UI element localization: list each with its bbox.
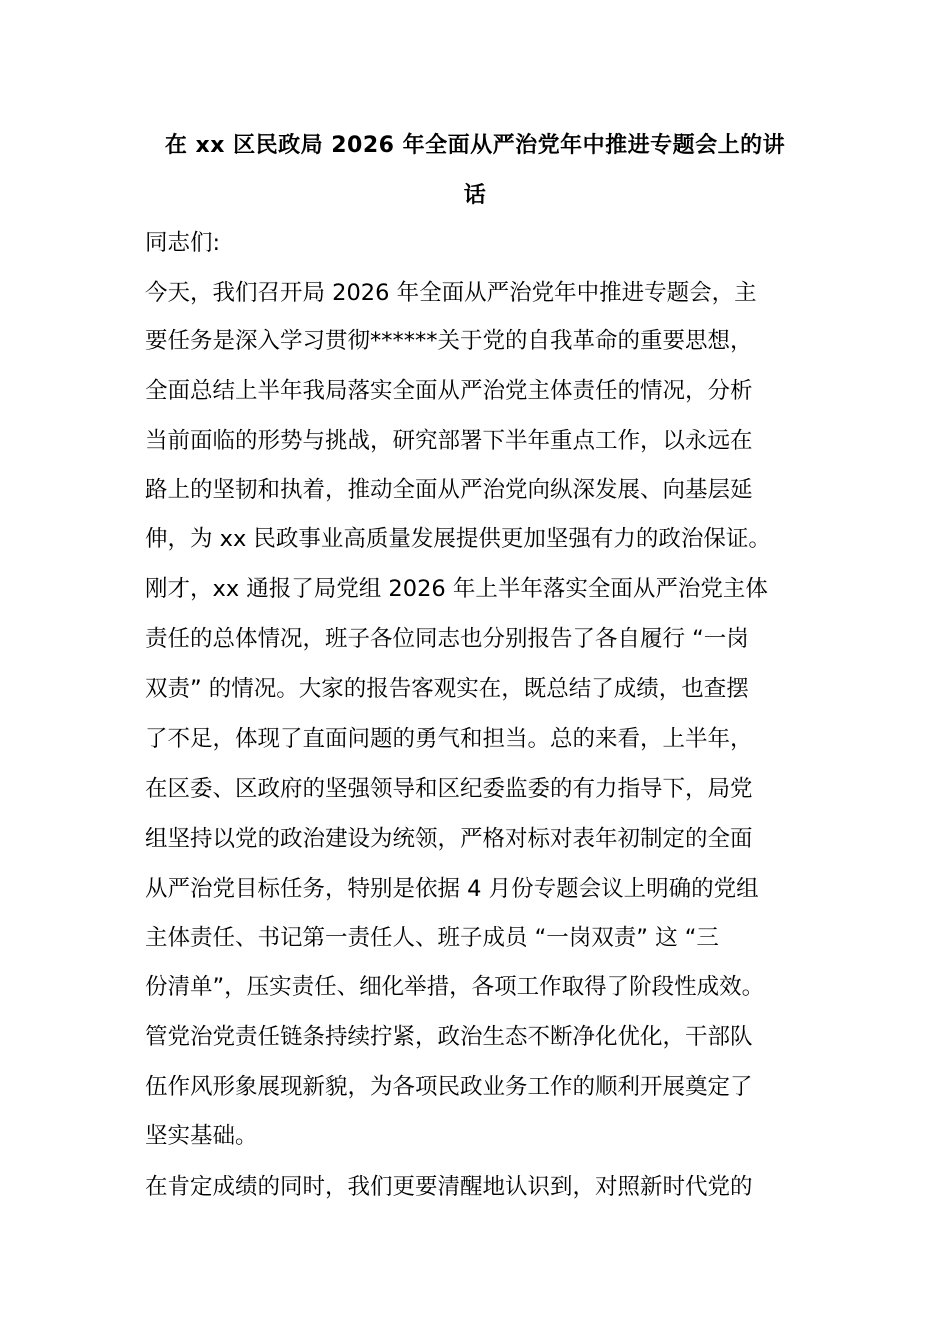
body-line: 要任务是深入学习贯彻******关于党的自我革命的重要思想， (145, 328, 753, 354)
body-line: 管党治党责任链条持续拧紧，政治生态不断净化优化，干部队 (145, 1024, 753, 1050)
body-line: 组坚持以党的政治建设为统领，严格对标对表年初制定的全面 (145, 826, 753, 852)
body-line: 了不足，体现了直面问题的勇气和担当。总的来看，上半年， (145, 726, 753, 752)
body-line: 在区委、区政府的坚强领导和区纪委监委的有力指导下，局党 (145, 776, 753, 802)
body-line: 责任的总体情况，班子各位同志也分别报告了各自履行 “一岗 (145, 626, 749, 652)
body-line: 坚实基础。 (145, 1123, 258, 1149)
body-line: 全面总结上半年我局落实全面从严治党主体责任的情况，分析 (145, 378, 753, 404)
document-title-line-2: 话 (463, 183, 487, 208)
body-line: 在肯定成绩的同时，我们更要清醒地认识到，对照新时代党的 (145, 1174, 753, 1200)
body-line: 刚才，xx 通报了局党组 2026 年上半年落实全面从严治党主体 (145, 576, 768, 602)
body-line: 伍作风形象展现新貌，为各项民政业务工作的顺利开展奠定了 (145, 1074, 753, 1100)
body-line: 路上的坚韧和执着，推动全面从严治党向纵深发展、向基层延 (145, 477, 753, 503)
body-line: 今天，我们召开局 2026 年全面从严治党年中推进专题会，主 (145, 280, 757, 306)
body-line: 从严治党目标任务，特别是依据 4 月份专题会议上明确的党组 (145, 876, 759, 902)
body-line: 伸，为 xx 民政事业高质量发展提供更加坚强有力的政治保证。 (145, 526, 771, 552)
body-line: 双责” 的情况。大家的报告客观实在，既总结了成绩，也查摆 (145, 676, 749, 702)
document-title-line-1: 在 xx 区民政局 2026 年全面从严治党年中推进专题会上的讲 (164, 133, 786, 158)
body-line: 主体责任、书记第一责任人、班子成员 “一岗双责” 这 “三 (145, 925, 719, 951)
body-line: 同志们: (145, 230, 221, 256)
body-line: 当前面临的形势与挑战，研究部署下半年重点工作，以永远在 (145, 428, 753, 454)
body-line: 份清单”，压实责任、细化举措，各项工作取得了阶段性成效。 (145, 974, 765, 1000)
